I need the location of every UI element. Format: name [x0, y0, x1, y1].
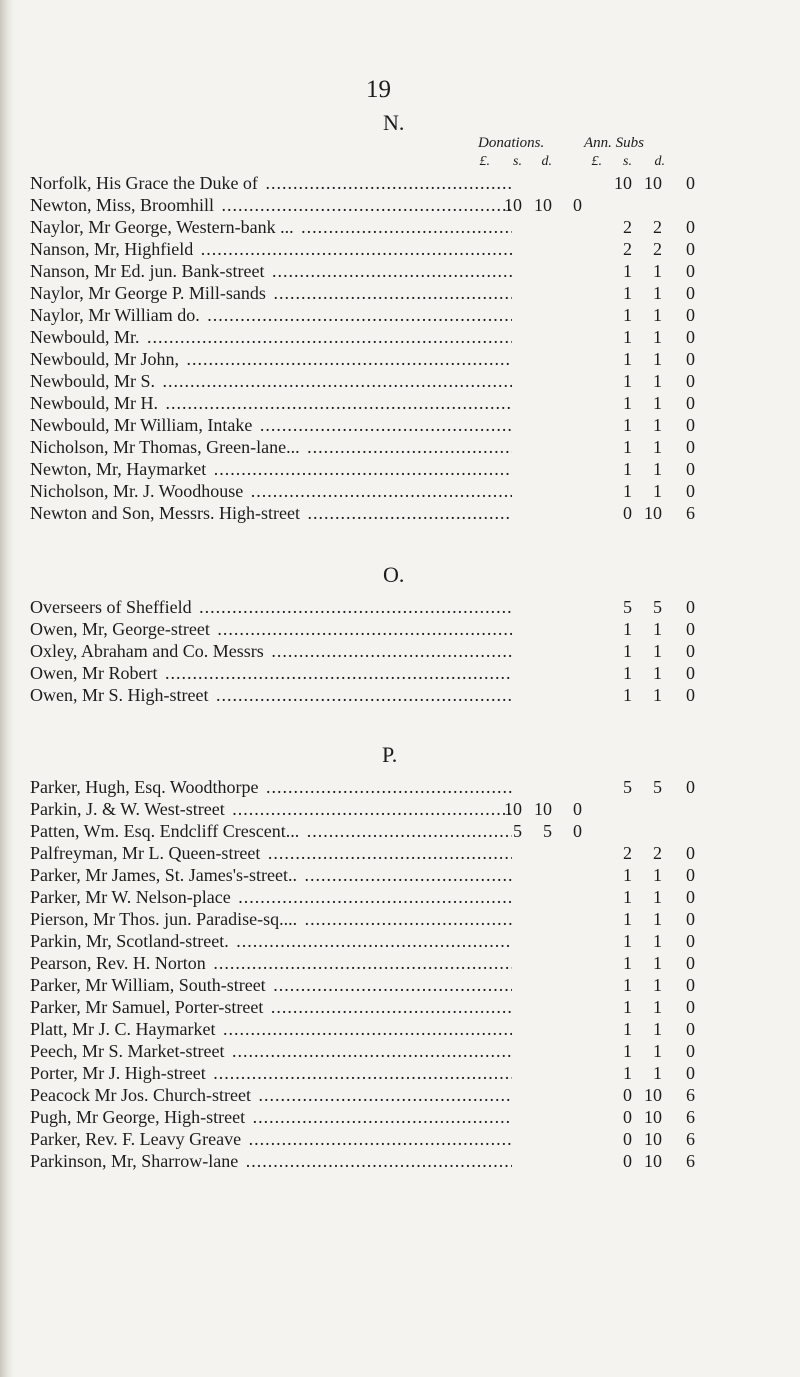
subscriber-row: Newbould, Mr William, Intake ..... 1 1 0	[30, 414, 790, 436]
subscriber-row: Newbould, Mr S. ..... 1 1 0	[30, 370, 790, 392]
subscriber-row: Parker, Rev. F. Leavy Greave ..... 0 10 6	[30, 1128, 790, 1150]
subs-shillings-unit: s.	[623, 154, 632, 169]
donations-pounds-unit: £.	[479, 154, 490, 169]
subscriber-row: Nicholson, Mr Thomas, Green-lane... ..... 1 1 0	[30, 436, 790, 458]
subscriber-row: Parkinson, Mr, Sharrow-lane ..... 0 10 6	[30, 1150, 790, 1172]
subscriber-row: Naylor, Mr George P. Mill-sands ..... 1 1 0	[30, 282, 790, 304]
subscriber-row: Parker, Hugh, Esq. Woodthorpe ..... 5 5 0	[30, 776, 790, 798]
page-binding-edge	[0, 0, 14, 1377]
subscriber-row: Nicholson, Mr. J. Woodhouse ..... 1 1 0	[30, 480, 790, 502]
subscriber-row: Patten, Wm. Esq. Endcliff Crescent... ..... 5 5 0	[30, 820, 790, 842]
donations-shillings-unit: s.	[513, 154, 522, 169]
subscriber-row: Peech, Mr S. Market-street ..... 1 1 0	[30, 1040, 790, 1062]
subscriber-row: Owen, Mr, George-street ..... 1 1 0	[30, 618, 790, 640]
subscriber-row: Naylor, Mr William do. ..... 1 1 0	[30, 304, 790, 326]
section-letter-n: N.	[383, 110, 405, 135]
subscriber-row: Porter, Mr J. High-street ..... 1 1 0	[30, 1062, 790, 1084]
subscriber-row: Norfolk, His Grace the Duke of ..... 10 10 0	[30, 172, 790, 194]
subs-pence-unit: d.	[654, 154, 665, 169]
subscriber-row: Newton, Mr, Haymarket ..... 1 1 0	[30, 458, 790, 480]
subscriber-row: Parkin, J. & W. West-street ..... 10 10 0	[30, 798, 790, 820]
subscriber-row: Naylor, Mr George, Western-bank ... ..... 2 2 0	[30, 216, 790, 238]
section-letter-p: P.	[382, 742, 398, 767]
subscriber-row: Pugh, Mr George, High-street ..... 0 10 6	[30, 1106, 790, 1128]
subscriber-row: Owen, Mr S. High-street ..... 1 1 0	[30, 684, 790, 706]
subscriber-row: Platt, Mr J. C. Haymarket ..... 1 1 0	[30, 1018, 790, 1040]
subscriber-row: Overseers of Sheffield ..... 5 5 0	[30, 596, 790, 618]
subscriber-row: Pearson, Rev. H. Norton ..... 1 1 0	[30, 952, 790, 974]
subscriber-row: Newbould, Mr. ..... 1 1 0	[30, 326, 790, 348]
subscriber-row: Newton, Miss, Broomhill ..... 10 10 0	[30, 194, 790, 216]
subscriber-row: Nanson, Mr Ed. jun. Bank-street ..... 1 1 0	[30, 260, 790, 282]
subscriber-row: Newbould, Mr H. ..... 1 1 0	[30, 392, 790, 414]
donations-pence-unit: d.	[541, 154, 552, 169]
subscriptions-column-header: Ann. Subs	[584, 135, 644, 151]
subscriber-row: Parker, Mr W. Nelson-place ..... 1 1 0	[30, 886, 790, 908]
subscriber-row: Nanson, Mr, Highfield ..... 2 2 0	[30, 238, 790, 260]
subscriber-row: Pierson, Mr Thos. jun. Paradise-sq.... ..... 1 1 0	[30, 908, 790, 930]
subscriber-row: Parker, Mr James, St. James's-street.. ..... 1 1 0	[30, 864, 790, 886]
subscriber-row: Parker, Mr Samuel, Porter-street ..... 1 1 0	[30, 996, 790, 1018]
subscriber-row: Peacock Mr Jos. Church-street ..... 0 10 6	[30, 1084, 790, 1106]
subscriber-row: Parkin, Mr, Scotland-street. ..... 1 1 0	[30, 930, 790, 952]
subs-pounds-unit: £.	[591, 154, 602, 169]
subscriber-row: Parker, Mr William, South-street ..... 1 1 0	[30, 974, 790, 996]
section-letter-o: O.	[383, 562, 405, 587]
page-number: 19	[366, 76, 391, 103]
subscriber-row: Newton and Son, Messrs. High-street ..... 0 10 6	[30, 502, 790, 524]
donations-column-header: Donations.	[478, 135, 545, 151]
subscriber-row: Oxley, Abraham and Co. Messrs ..... 1 1 0	[30, 640, 790, 662]
subscriber-row: Newbould, Mr John, ..... 1 1 0	[30, 348, 790, 370]
subscriber-row: Palfreyman, Mr L. Queen-street ..... 2 2 0	[30, 842, 790, 864]
subscriber-row: Owen, Mr Robert ..... 1 1 0	[30, 662, 790, 684]
